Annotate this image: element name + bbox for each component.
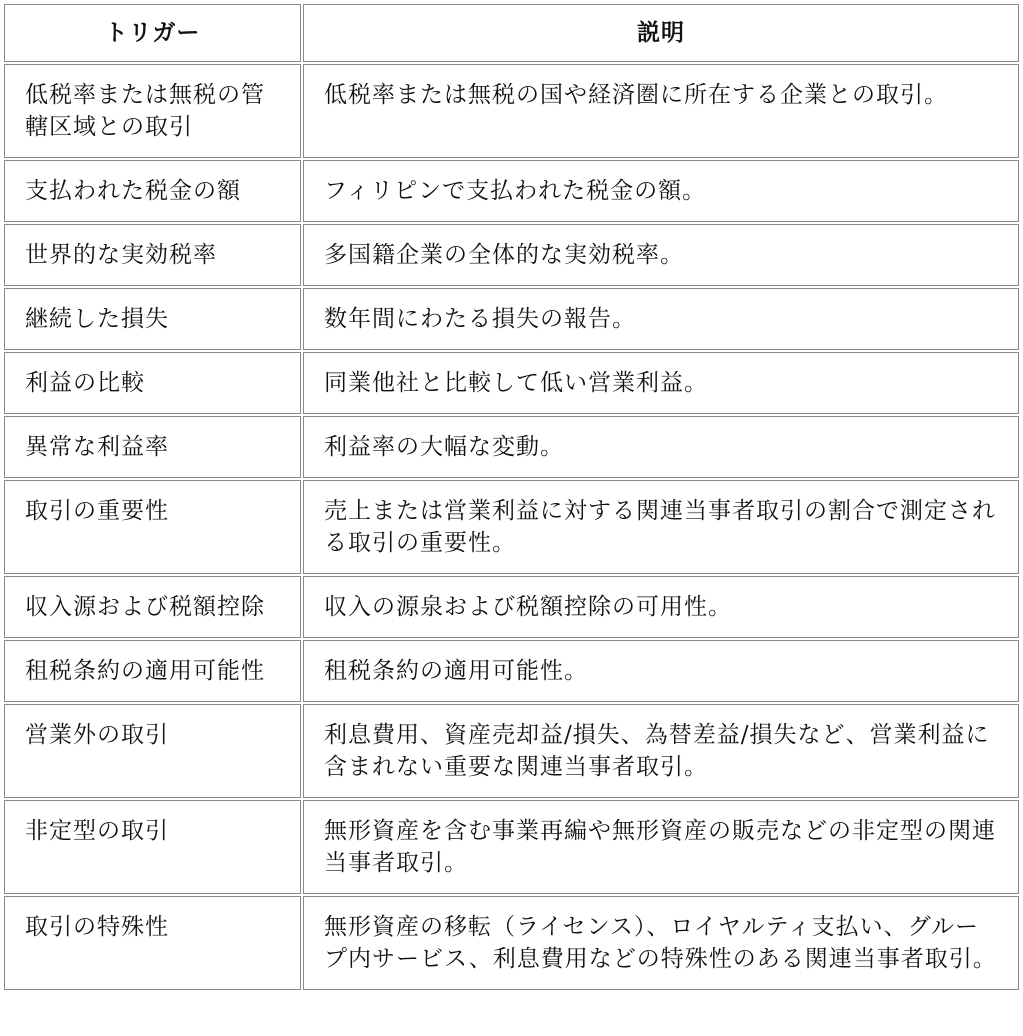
description-cell: 低税率または無税の国や経済圏に所在する企業との取引。 <box>303 64 1019 158</box>
description-cell: フィリピンで支払われた税金の額。 <box>303 160 1019 222</box>
description-cell: 数年間にわたる損失の報告。 <box>303 288 1019 350</box>
description-cell: 売上または営業利益に対する関連当事者取引の割合で測定される取引の重要性。 <box>303 480 1019 574</box>
description-cell: 無形資産の移転（ライセンス）、ロイヤルティ支払い、グループ内サービス、利息費用などの特殊性のある関連当事者取引。 <box>303 896 1019 990</box>
description-cell: 租税条約の適用可能性。 <box>303 640 1019 702</box>
trigger-cell: 低税率または無税の管轄区域との取引 <box>4 64 301 158</box>
trigger-table <box>2 2 1021 992</box>
description-cell: 多国籍企業の全体的な実効税率。 <box>303 224 1019 286</box>
table-row <box>4 416 1019 478</box>
trigger-cell: 租税条約の適用可能性 <box>4 640 301 702</box>
table-header-row <box>4 4 1019 62</box>
trigger-cell: 営業外の取引 <box>4 704 301 798</box>
trigger-cell: 利益の比較 <box>4 352 301 414</box>
table-row <box>4 704 1019 798</box>
trigger-cell: 継続した損失 <box>4 288 301 350</box>
header-description: 説明 <box>303 4 1019 62</box>
table-row <box>4 896 1019 990</box>
table-row <box>4 288 1019 350</box>
table-row <box>4 224 1019 286</box>
table-row <box>4 800 1019 894</box>
description-cell: 利益率の大幅な変動。 <box>303 416 1019 478</box>
description-cell: 無形資産を含む事業再編や無形資産の販売などの非定型の関連当事者取引。 <box>303 800 1019 894</box>
table-row <box>4 576 1019 638</box>
trigger-cell: 取引の特殊性 <box>4 896 301 990</box>
table-row <box>4 64 1019 158</box>
description-cell: 利息費用、資産売却益/損失、為替差益/損失など、営業利益に含まれない重要な関連当事者取引。 <box>303 704 1019 798</box>
table-row <box>4 480 1019 574</box>
description-cell: 収入の源泉および税額控除の可用性。 <box>303 576 1019 638</box>
trigger-cell: 支払われた税金の額 <box>4 160 301 222</box>
trigger-cell: 収入源および税額控除 <box>4 576 301 638</box>
table-row <box>4 640 1019 702</box>
trigger-cell: 異常な利益率 <box>4 416 301 478</box>
description-cell: 同業他社と比較して低い営業利益。 <box>303 352 1019 414</box>
table-row <box>4 352 1019 414</box>
header-trigger: トリガー <box>4 4 301 62</box>
trigger-cell: 世界的な実効税率 <box>4 224 301 286</box>
trigger-cell: 非定型の取引 <box>4 800 301 894</box>
table-row <box>4 160 1019 222</box>
trigger-cell: 取引の重要性 <box>4 480 301 574</box>
